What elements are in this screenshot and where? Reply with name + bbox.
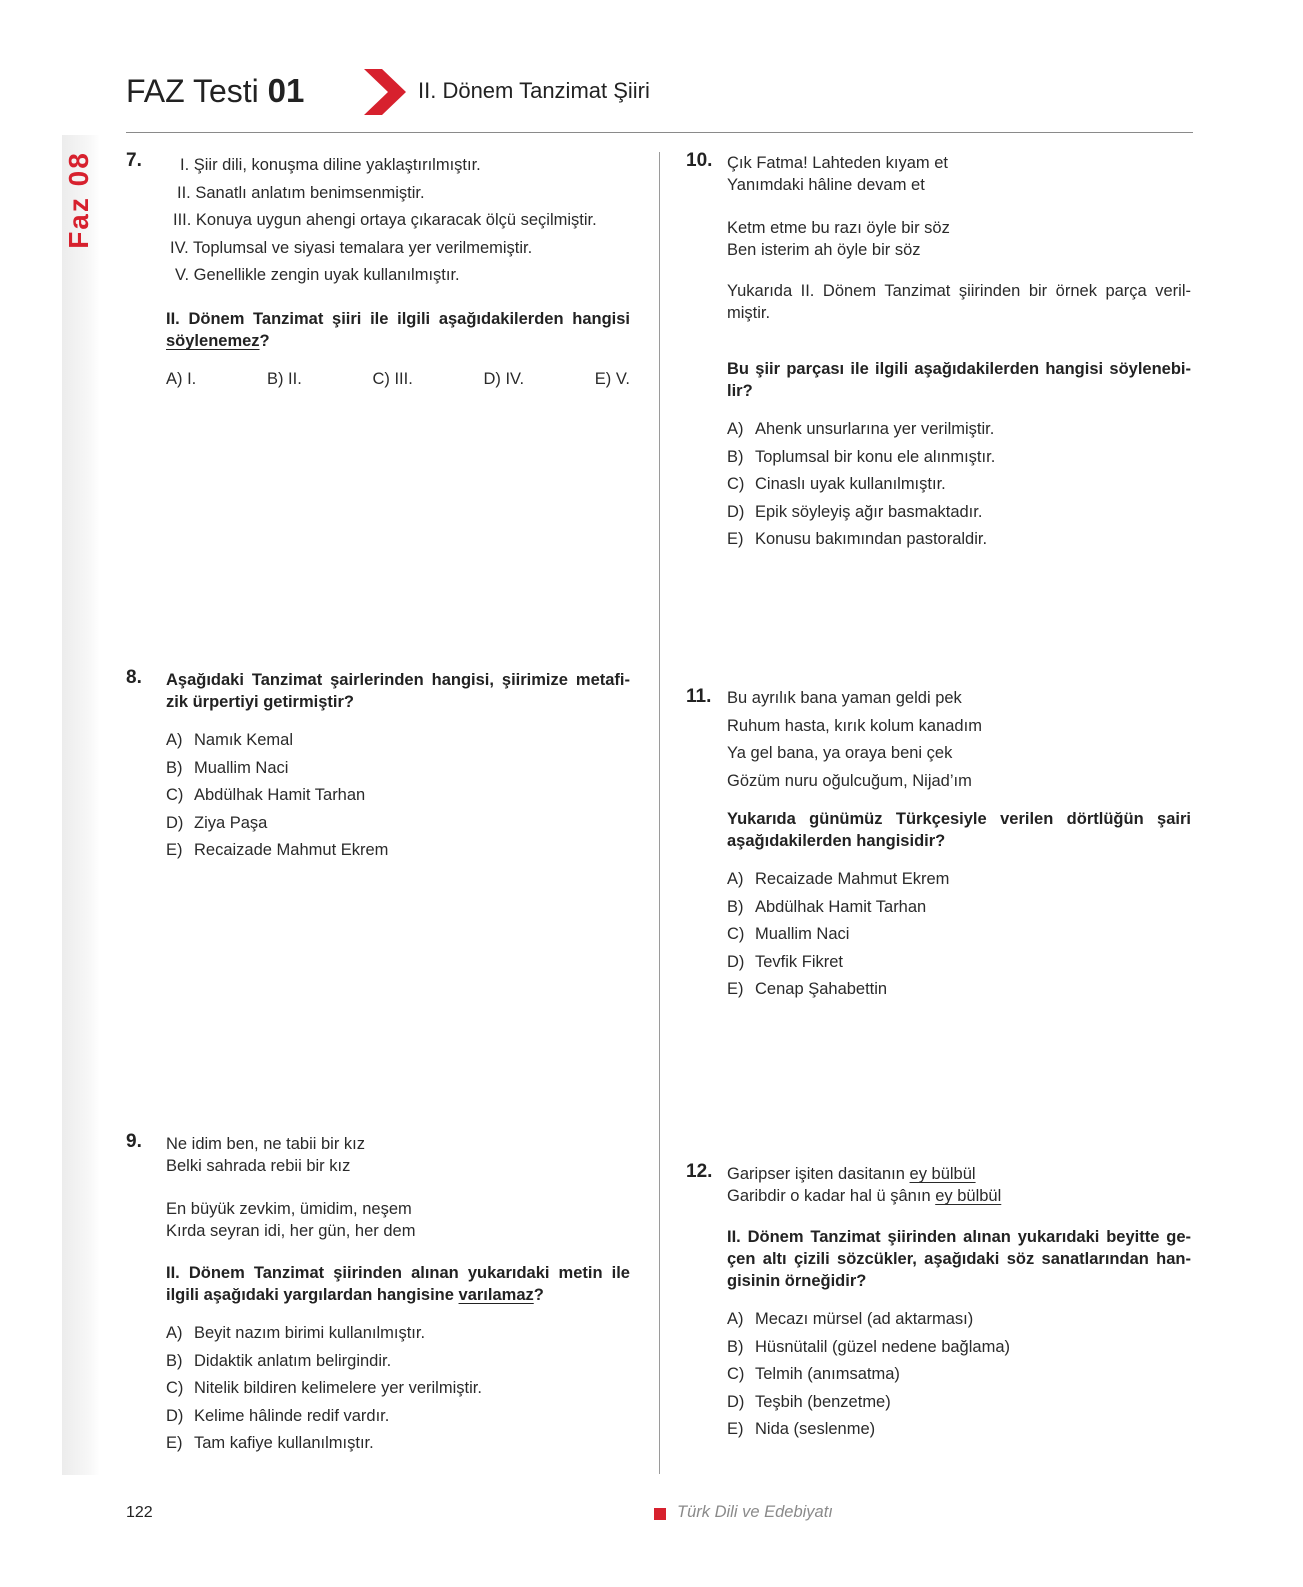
option-c[interactable] xyxy=(166,782,388,810)
poem-line: Belki sahrada rebii bir kız xyxy=(166,1157,351,1175)
poem-line: Kırda seyran idi, her gün, her dem xyxy=(166,1222,416,1240)
statement: I. Şiir dili, konuşma diline yaklaştırılmıştır. xyxy=(180,156,481,174)
option-e[interactable] xyxy=(727,526,995,554)
option-text: Muallim Naci xyxy=(755,925,850,943)
option-b[interactable] xyxy=(727,1334,1010,1362)
option-d[interactable] xyxy=(166,1403,482,1431)
stem-end: ? xyxy=(533,1286,544,1304)
option-text: Telmih (anımsatma) xyxy=(755,1365,900,1383)
option-d[interactable] xyxy=(727,499,995,527)
option-text: Hüsnütalil (güzel nedene bağlama) xyxy=(755,1337,1010,1356)
option-text: Ziya Paşa xyxy=(194,813,268,832)
statement: III. Konuya uygun ahengi ortaya çıkaracak ölçü seçilmiştir. xyxy=(173,211,597,229)
poem-line: Ya gel bana, ya oraya beni çek xyxy=(727,744,953,762)
option-letter: C) xyxy=(727,1365,745,1383)
stem-underlined: varılamaz xyxy=(458,1286,534,1304)
header-divider xyxy=(126,132,1193,133)
option-b[interactable] xyxy=(727,444,995,472)
option-a[interactable] xyxy=(727,866,949,894)
option-b[interactable] xyxy=(727,894,949,922)
question-10-number: 10. xyxy=(686,150,713,171)
option-letter: D) xyxy=(166,1406,184,1425)
option-letter: E) xyxy=(166,841,183,859)
page-number: 122 xyxy=(126,1504,153,1521)
question-9-stem xyxy=(166,1262,630,1306)
option-d[interactable] xyxy=(727,949,949,977)
option-text: Toplumsal bir konu ele alınmıştır. xyxy=(755,447,996,466)
option-letter: A) xyxy=(727,420,744,438)
couplet-underlined: ey bülbül xyxy=(935,1187,1002,1205)
question-10-intro: Yukarıda II. Dönem Tanzimat şiirinden bir örnek parça veril- miştir. xyxy=(727,282,1191,322)
option-text: Epik söyleyiş ağır basmaktadır. xyxy=(755,502,983,521)
option-letter: E) xyxy=(727,530,744,548)
question-11-number: 11. xyxy=(686,686,712,707)
option-letter: A) xyxy=(727,870,744,888)
couplet-text: Garibdir o kadar hal ü şânın xyxy=(727,1187,936,1205)
question-8-stem: Aşağıdaki Tanzimat şairlerinden hangisi, şiirimize metafi- zik ürpertiyi getirmiştir? xyxy=(166,671,630,711)
option-text: Beyit nazım birimi kullanılmıştır. xyxy=(194,1324,426,1342)
option-text: Cinaslı uyak kullanılmıştır. xyxy=(755,475,946,493)
option-a[interactable] xyxy=(727,416,995,444)
option-text: Abdülhak Hamit Tarhan xyxy=(194,786,366,804)
question-12-number: 12. xyxy=(686,1161,713,1182)
question-10-options xyxy=(727,416,995,554)
question-11-stem: Yukarıda günümüz Türkçesiyle verilen dörtlüğün şairi aşağıdakilerden hangisidir? xyxy=(727,810,1191,850)
question-12-stem: II. Dönem Tanzimat şiirinden alınan yukarıdaki beyitte ge- çen altı çizili sözcükler, aşağıdaki söz sanatlarından han- gisinin örneğidir? xyxy=(727,1228,1191,1290)
option-d[interactable] xyxy=(166,810,388,838)
option-e[interactable] xyxy=(166,1430,482,1458)
poem-line: Gözüm nuru oğulcuğum, Nijad’ım xyxy=(727,771,972,790)
stem-text: II. Dönem Tanzimat şiirinden alınan yukarıdaki metin ile ilgili aşağıdaki yargılardan hangisine xyxy=(166,1264,630,1304)
page-title-prefix: FAZ Testi xyxy=(126,73,259,109)
option-text: Abdülhak Hamit Tarhan xyxy=(755,897,927,916)
question-10-stem: Bu şiir parçası ile ilgili aşağıdakilerden hangisi söylenebi- lir? xyxy=(727,360,1191,400)
option-letter: B) xyxy=(166,1351,183,1370)
page-title xyxy=(126,72,304,110)
question-12-options xyxy=(727,1306,1010,1444)
poem-line: Ben isterim ah öyle bir söz xyxy=(727,241,921,259)
option-letter: A) xyxy=(727,1310,744,1328)
option-text: Tam kafiye kullanılmıştır. xyxy=(194,1434,374,1452)
question-7-number: 7. xyxy=(126,150,142,171)
column-divider xyxy=(659,152,660,1474)
option-c[interactable] xyxy=(727,471,995,499)
option-text: Nida (seslenme) xyxy=(755,1420,876,1438)
option-letter: B) xyxy=(727,1337,744,1356)
option-a[interactable] xyxy=(727,1306,1010,1334)
option-text: Teşbih (benzetme) xyxy=(755,1392,891,1411)
option-c[interactable] xyxy=(166,1375,482,1403)
option-letter: C) xyxy=(166,786,184,804)
poem-line: Çık Fatma! Lahteden kıyam et xyxy=(727,154,949,172)
option-text: Konusu bakımından pastoraldir. xyxy=(755,530,988,548)
option-e[interactable] xyxy=(727,1416,1010,1444)
option-text: Nitelik bildiren kelimelere yer verilmiştir. xyxy=(194,1379,482,1397)
footer-subject: Türk Dili ve Edebiyatı xyxy=(677,1503,833,1521)
option-letter: D) xyxy=(166,813,184,832)
option-a[interactable] xyxy=(166,727,388,755)
stem-end: ? xyxy=(259,332,270,350)
option-letter: D) xyxy=(727,1392,745,1411)
option-text: Cenap Şahabettin xyxy=(755,980,888,998)
option-c[interactable]: C) III. xyxy=(372,370,413,388)
option-b[interactable]: B) II. xyxy=(266,370,302,388)
option-b[interactable] xyxy=(166,1348,482,1376)
option-letter: B) xyxy=(727,897,744,916)
option-text: Ahenk unsurlarına yer verilmiştir. xyxy=(755,420,995,438)
question-11-poem xyxy=(727,685,982,795)
option-text: Muallim Naci xyxy=(194,758,289,777)
poem-line: Ketm etme bu razı öyle bir söz xyxy=(727,219,950,237)
option-c[interactable] xyxy=(727,921,949,949)
option-text: Namık Kemal xyxy=(194,731,294,749)
question-10-poem xyxy=(727,152,950,261)
option-letter: C) xyxy=(166,1379,184,1397)
option-b[interactable] xyxy=(166,755,388,783)
option-text: Recaizade Mahmut Ekrem xyxy=(755,870,950,888)
statement: II. Sanatlı anlatım benimsenmiştir. xyxy=(177,183,425,202)
poem-line: Ruhum hasta, kırık kolum kanadım xyxy=(727,716,982,735)
couplet-underlined: ey bülbül xyxy=(909,1165,976,1183)
option-letter: B) xyxy=(166,758,183,777)
poem-line: Bu ayrılık bana yaman geldi pek xyxy=(727,689,962,707)
stem-underlined: söylenemez xyxy=(166,332,260,350)
question-7-statements xyxy=(166,152,636,290)
svg-text:Faz 08: Faz 08 xyxy=(63,151,95,249)
option-letter: C) xyxy=(727,925,745,943)
question-11-options xyxy=(727,866,949,1004)
chevron-right-icon xyxy=(364,69,406,115)
option-letter: D) xyxy=(727,952,745,971)
couplet-line xyxy=(727,1163,1001,1185)
option-letter: D) xyxy=(727,502,745,521)
statement: IV. Toplumsal ve siyasi temalara yer verilmemiştir. xyxy=(170,238,533,257)
question-7-options xyxy=(166,370,630,389)
option-c[interactable] xyxy=(727,1361,1010,1389)
question-8-number: 8. xyxy=(126,667,142,688)
poem-line: En büyük zevkim, ümidim, neşem xyxy=(166,1200,412,1218)
question-9-poem xyxy=(166,1133,415,1242)
poem-line: Ne idim ben, ne tabii bir kız xyxy=(166,1135,366,1153)
option-letter: E) xyxy=(166,1434,183,1452)
couplet-text: Garipser işiten dasitanın xyxy=(727,1165,910,1183)
option-letter: A) xyxy=(166,1324,183,1342)
question-9-number: 9. xyxy=(126,1131,142,1152)
option-e[interactable] xyxy=(166,837,388,865)
couplet-line xyxy=(727,1185,1001,1207)
option-text: Didaktik anlatım belirgindir. xyxy=(194,1351,392,1370)
option-a[interactable]: A) I. xyxy=(166,370,197,388)
sidebar-strip xyxy=(62,135,100,1475)
option-d[interactable] xyxy=(727,1389,1010,1417)
option-letter: C) xyxy=(727,475,745,493)
page-subtitle: II. Dönem Tanzimat Şiiri xyxy=(418,78,650,103)
page-title-number: 01 xyxy=(267,72,305,109)
option-text: Tevfik Fikret xyxy=(755,952,844,971)
option-d[interactable]: D) IV. xyxy=(483,370,525,388)
question-9-options xyxy=(166,1320,482,1458)
option-letter: B) xyxy=(727,447,744,466)
question-7-stem xyxy=(166,308,630,352)
option-e[interactable]: E) V. xyxy=(594,370,630,388)
option-a[interactable] xyxy=(166,1320,482,1348)
question-8-options xyxy=(166,727,388,865)
option-letter: E) xyxy=(727,1420,744,1438)
faz-08-logo xyxy=(50,150,112,250)
option-e[interactable] xyxy=(727,976,949,1004)
red-square-icon xyxy=(654,1508,666,1520)
option-text: Recaizade Mahmut Ekrem xyxy=(194,841,389,859)
option-letter: A) xyxy=(166,731,183,749)
option-text: Mecazı mürsel (ad aktarması) xyxy=(755,1310,974,1328)
statement: V. Genellikle zengin uyak kullanılmıştır. xyxy=(175,266,460,284)
option-text: Kelime hâlinde redif vardır. xyxy=(194,1406,390,1425)
option-letter: E) xyxy=(727,980,744,998)
poem-line: Yanımdaki hâline devam et xyxy=(727,176,925,194)
sidebar-faz-label xyxy=(50,150,112,250)
question-12-couplet xyxy=(727,1163,1001,1207)
stem-text: II. Dönem Tanzimat şiiri ile ilgili aşağıdakilerden hangisi xyxy=(166,310,630,328)
